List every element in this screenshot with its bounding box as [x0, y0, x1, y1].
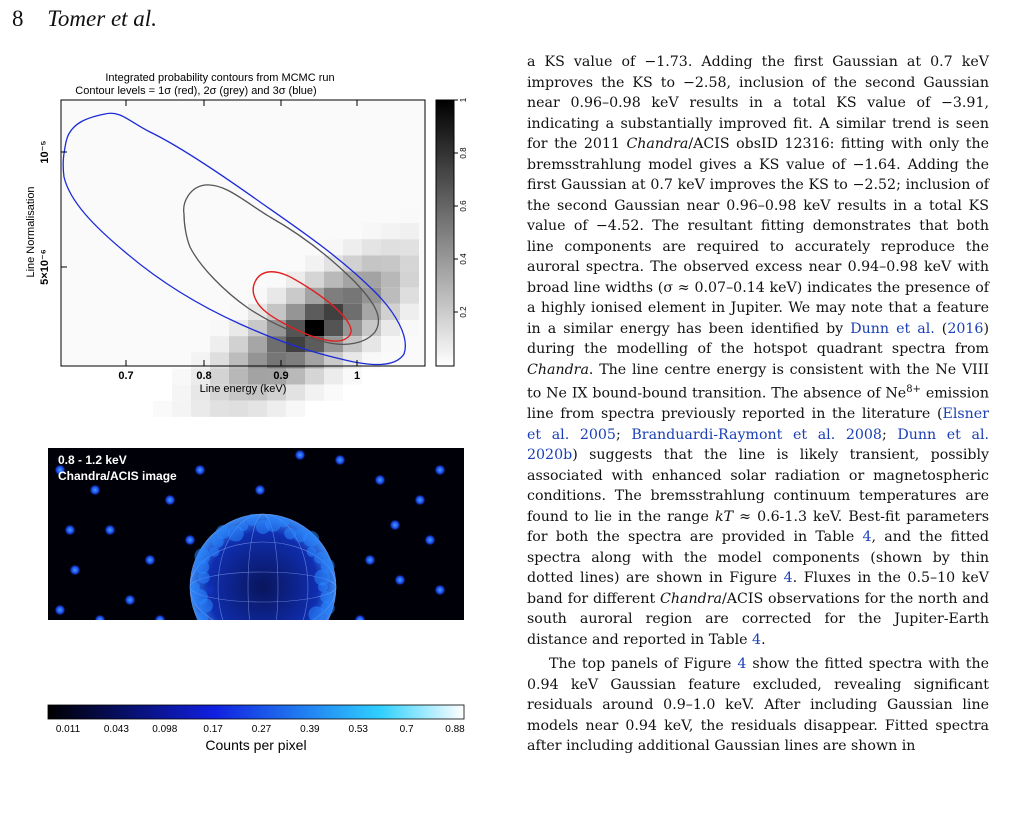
instrument-label: Chandra/ACIS image	[58, 469, 177, 483]
x-tick-label: 0.9	[273, 370, 289, 382]
photon-event	[389, 519, 401, 531]
probability-pixel	[210, 401, 229, 417]
colorbar-tick: 0.53	[348, 724, 368, 735]
y-axis-label: Line Normalisation	[25, 186, 37, 278]
probability-pixel	[210, 320, 229, 336]
probability-pixel	[324, 368, 343, 384]
photon-event	[364, 554, 376, 566]
aurora-emission	[246, 514, 258, 526]
colorbar-tick: 0.098	[152, 724, 178, 735]
probability-pixel	[324, 239, 343, 255]
probability-pixel	[343, 304, 362, 320]
photon-event	[334, 454, 346, 466]
photon-event	[144, 554, 156, 566]
chandra-image-figure	[0, 440, 475, 620]
probability-pixel	[381, 336, 400, 352]
x-tick-label: 1	[353, 370, 361, 382]
colorbar-tick: 0.043	[103, 724, 129, 735]
probability-pixel	[286, 288, 305, 304]
probability-pixel	[343, 223, 362, 239]
energy-band-label: 0.8 - 1.2 keV	[58, 453, 127, 467]
probability-pixel	[248, 288, 267, 304]
contour-subtitle: Contour levels = 1σ (red), 2σ (grey) and 3σ (blue)	[75, 85, 317, 97]
probability-pixel	[324, 255, 343, 271]
probability-pixel	[343, 239, 362, 255]
probability-pixel	[362, 223, 381, 239]
colorbar-tick: 0.39	[300, 724, 320, 735]
probability-pixel	[362, 255, 381, 271]
probability-pixel	[305, 385, 324, 401]
aurora-emission	[303, 531, 319, 547]
probability-pixel	[248, 401, 267, 417]
citation-link[interactable]: Dunn et al.	[850, 320, 935, 337]
probability-pixel	[362, 272, 381, 288]
probability-pixel	[343, 288, 362, 304]
citation-link[interactable]: 2016	[947, 320, 984, 337]
probability-pixel	[324, 320, 343, 336]
photon-event	[194, 464, 206, 476]
photon-event	[164, 494, 176, 506]
photon-event	[294, 449, 306, 461]
page-number: 8	[12, 6, 24, 31]
table-link[interactable]: 4	[862, 529, 872, 546]
photon-event	[54, 604, 66, 616]
photon-event	[374, 474, 386, 486]
photon-event	[69, 564, 81, 576]
counts-colorbar-figure	[0, 700, 475, 800]
probability-pixel	[324, 272, 343, 288]
figure-link[interactable]: 4	[737, 656, 747, 673]
y-tick-label: 10⁻⁵	[39, 140, 51, 164]
probability-pixel	[343, 255, 362, 271]
probability-pixel	[400, 239, 419, 255]
probability-pixel	[286, 368, 305, 384]
photon-event	[64, 524, 76, 536]
colorbar-tick: 0.27	[251, 724, 272, 735]
probability-pixel	[305, 368, 324, 384]
probability-pixel	[286, 401, 305, 417]
photon-event	[394, 574, 406, 586]
y-tick-label: 5×10⁻⁶	[39, 249, 51, 285]
x-tick-label: 0.8	[196, 370, 212, 382]
contour-figure	[0, 62, 475, 417]
colorbar-tick: 0.4	[459, 253, 468, 265]
colorbar-tick: 0.2	[459, 306, 468, 318]
probability-pixel	[343, 320, 362, 336]
probability-pixel	[400, 288, 419, 304]
probability-pixel	[191, 401, 210, 417]
probability-pixel	[172, 368, 191, 384]
photon-event	[414, 494, 426, 506]
probability-pixel	[381, 304, 400, 320]
probability-pixel	[267, 304, 286, 320]
probability-pixel	[400, 304, 419, 320]
probability-pixel	[286, 255, 305, 271]
table-link[interactable]: 4	[752, 631, 762, 648]
probability-colorbar	[436, 100, 454, 366]
probability-pixel	[381, 223, 400, 239]
colorbar-tick: 0.6	[459, 200, 468, 212]
colorbar-tick: 1	[459, 97, 468, 103]
photon-event	[89, 484, 101, 496]
probability-pixel	[305, 255, 324, 271]
aurora-emission	[194, 548, 210, 564]
probability-pixel	[305, 304, 324, 320]
probability-pixel	[400, 255, 419, 271]
probability-pixel	[210, 336, 229, 352]
paragraph: a KS value of −1.73. Adding the first Gaussian at 0.7 keV improves the KS to −2.58, inclusion of the second Gaussian near 0.96–0.98 keV results in a total KS value of −3.91, indicating a substantially improved fit. A similar trend is seen for the 2011 Chandra/ACIS obsID 12316: fitting with only the bremsstrahlung model gives a KS value of −1.64. Adding the first Gaussian at 0.7 keV improves the KS to −2.52; inclusion of the second Gaussian near 0.96–0.98 keV results in a total KS value of −4.52. The resultant fitting demonstrates that both line components are required to accurately reproduce the auroral spectra. The observed excess near 0.94–0.98 keV with broad line widths (σ ≈ 0.07–0.14 keV) indicates the presence of a highly ionised element in Jupiter. We may note that a feature in a similar energy has been identified by Dunn et al. (2016) during the modelling of the hotspot quadrant spectra from Chandra. The line centre energy is consistent with the Ne VIII to Ne IX bound-bound transition. The absence of $Ne^{8+}$ emission line from spectra previously reported in the literature (Elsner et al. 2005; Branduardi-Raymont et al. 2008; Dunn et al. 2020b) suggests that the line is likely transient, possibly associated with enhanced solar radiation or magnetospheric conditions. The bremsstrahlung continuum temperatures are found to lie in the range kT ≈ 0.6-1.3 keV. Best-fit parameters for both the spectra are provided in Table 4, and the fitted spectra along with the model components (shown by thin dotted lines) are shown in Figure 4. Fluxes in the 0.5–10 keV band for different Chandra/ACIS observations for the north and south auroral region are corrected for the Jupiter-Earth distance and reported in Table 4.	[527, 54, 989, 648]
colorbar-label: Counts per pixel	[205, 737, 307, 753]
probability-pixel	[172, 401, 191, 417]
counts-colorbar	[48, 705, 464, 719]
photon-event	[254, 484, 266, 496]
probability-pixel	[381, 272, 400, 288]
photon-event	[424, 534, 436, 546]
probability-pixel	[229, 320, 248, 336]
aurora-emission	[279, 517, 289, 527]
body-text	[527, 52, 989, 757]
probability-pixel	[172, 385, 191, 401]
x-tick-label: 0.7	[118, 370, 134, 382]
probability-pixel	[286, 320, 305, 336]
probability-pixel	[267, 401, 286, 417]
citation-link[interactable]: Dunn et al. 2020b	[527, 426, 989, 464]
x-axis-label: Line energy (keV)	[199, 383, 287, 395]
colorbar-tick: 0.7	[399, 724, 414, 735]
photon-event	[124, 594, 136, 606]
colorbar-tick: 0.8	[459, 147, 468, 159]
aurora-emission	[314, 570, 330, 586]
probability-pixel	[381, 320, 400, 336]
aurora-emission	[190, 582, 200, 592]
probability-pixel	[267, 288, 286, 304]
probability-pixel	[286, 385, 305, 401]
photon-event	[434, 464, 446, 476]
aurora-emission	[209, 547, 219, 557]
contour-title: Integrated probability contours from MCMC run	[105, 72, 335, 84]
probability-pixel	[286, 304, 305, 320]
probability-pixel	[381, 255, 400, 271]
citation-link[interactable]: Elsner et al. 2005	[527, 406, 989, 443]
colorbar-tick: 0.17	[203, 724, 223, 735]
figure-link[interactable]: 4	[783, 570, 793, 587]
photon-event	[434, 584, 446, 596]
photon-event	[184, 534, 196, 546]
probability-pixel	[362, 336, 381, 352]
probability-pixel	[305, 272, 324, 288]
citation-link[interactable]: Branduardi-Raymont et al. 2008	[631, 426, 882, 443]
colorbar-tick: 0.011	[55, 724, 81, 735]
photon-event	[104, 524, 116, 536]
colorbar-tick: 0.88	[445, 724, 465, 735]
probability-pixel	[229, 401, 248, 417]
probability-pixel	[305, 320, 324, 336]
probability-pixel	[248, 336, 267, 352]
probability-pixel	[229, 336, 248, 352]
probability-pixel	[400, 223, 419, 239]
contour-plot-area	[61, 100, 425, 417]
probability-pixel	[400, 207, 419, 223]
probability-pixel	[153, 401, 172, 417]
probability-pixel	[324, 385, 343, 401]
probability-pixel	[362, 239, 381, 255]
probability-pixel	[191, 336, 210, 352]
aurora-emission	[265, 516, 281, 532]
aurora-emission	[238, 521, 248, 531]
probability-pixel	[381, 239, 400, 255]
page-header	[12, 6, 157, 32]
paragraph: The top panels of Figure 4 show the fitted spectra with the 0.94 keV Gaussian feature excluded, revealing significant residuals around 0.9–1.0 keV. After including Gaussian line models near 0.94 keV, the residuals disappear. Fitted spectra after including additional Gaussian lines are shown in	[527, 656, 989, 755]
running-authors: Tomer et al.	[47, 6, 157, 31]
probability-pixel	[400, 272, 419, 288]
